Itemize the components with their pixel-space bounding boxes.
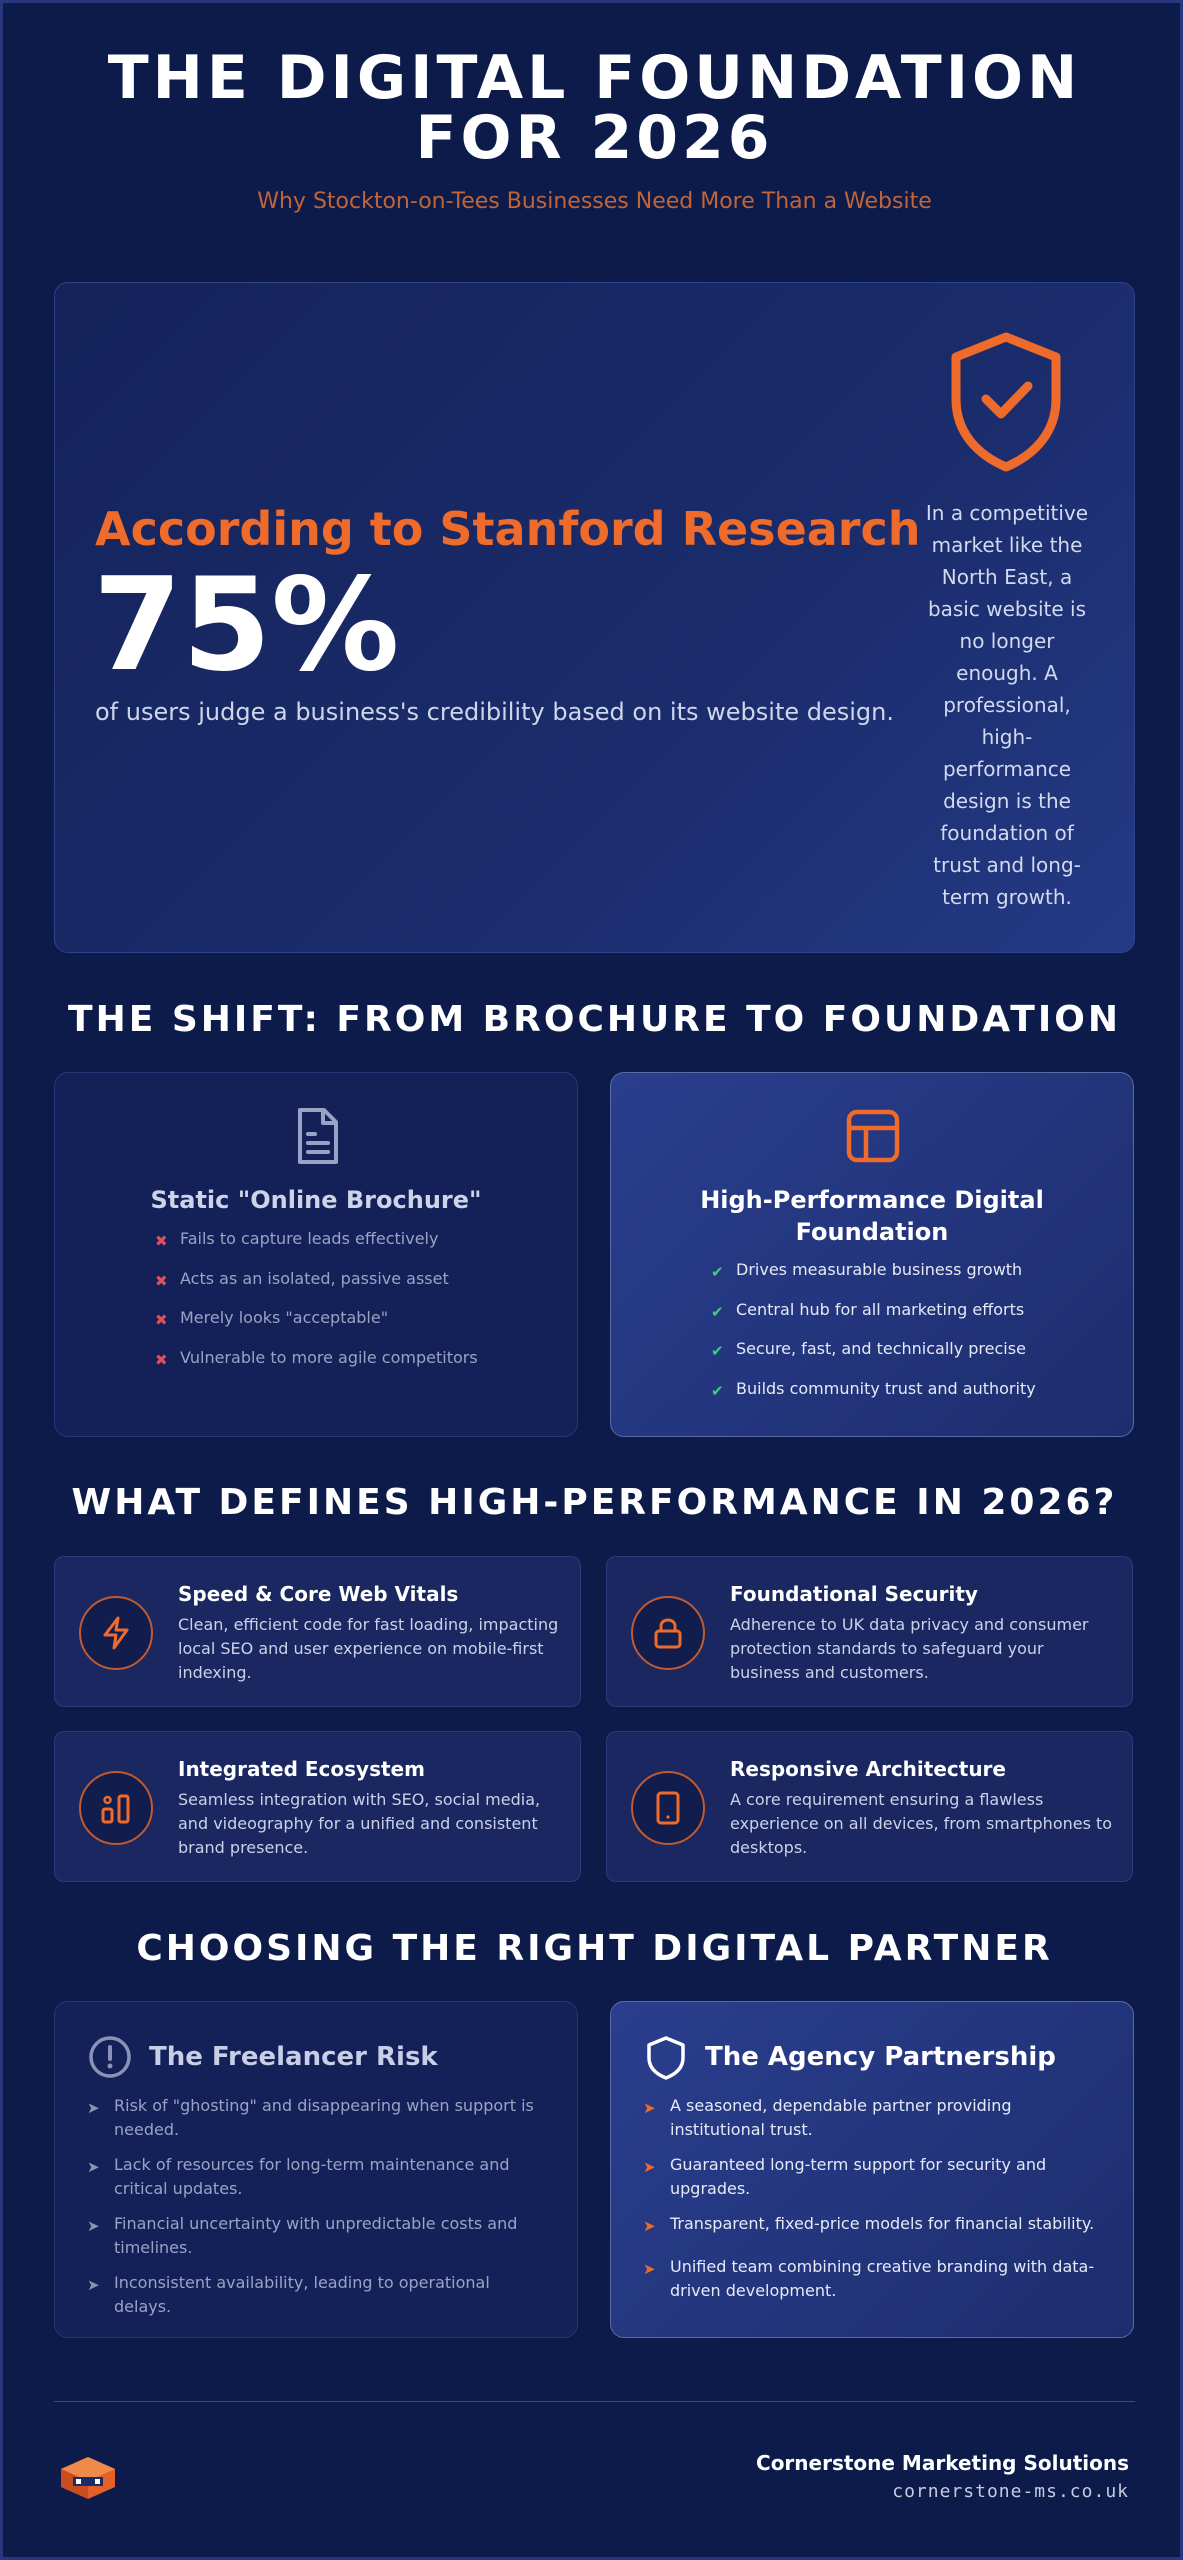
footer-company-name: Cornerstone Marketing Solutions xyxy=(756,2451,1129,2475)
features-section-title: WHAT DEFINES HIGH-PERFORMANCE IN 2026? xyxy=(71,1482,1118,1523)
list-item: ✖ Acts as an isolated, passive asset xyxy=(155,1268,449,1290)
cross-icon: ✖ xyxy=(155,1271,168,1290)
agency-title: The Agency Partnership xyxy=(705,2042,1056,2072)
list-item: ✖ Merely looks "acceptable" xyxy=(155,1308,389,1329)
footer-divider xyxy=(54,2401,1135,2402)
list-item: ✔ Builds community trust and authority xyxy=(711,1378,1036,1400)
brochure-list xyxy=(155,1229,478,1387)
footer-url[interactable]: cornerstone-ms.co.uk xyxy=(892,2481,1129,2502)
list-item: ➤ Risk of "ghosting" and disappearing when support is needed. xyxy=(87,2094,547,2153)
page-title-line2: FOR 2026 xyxy=(415,103,774,173)
feature-title: Speed & Core Web Vitals xyxy=(178,1582,459,1606)
check-icon: ✔ xyxy=(711,1342,724,1360)
cross-icon: ✖ xyxy=(155,1350,168,1369)
list-item: ➤ Guaranteed long-term support for security and upgrades. xyxy=(643,2153,1103,2212)
stanford-stat-card xyxy=(54,282,1135,953)
brochure-title: Static "Online Brochure" xyxy=(150,1186,482,1214)
cube-logo-icon xyxy=(57,2455,119,2501)
feature-icon-circle xyxy=(631,1771,705,1845)
feature-title: Integrated Ecosystem xyxy=(178,1757,425,1781)
list-item: ➤ Lack of resources for long-term maintenance and critical updates. xyxy=(87,2153,547,2212)
brochure-card xyxy=(54,1072,578,1437)
arrow-icon: ➤ xyxy=(643,2217,656,2235)
shift-section-title: THE SHIFT: FROM BROCHURE TO FOUNDATION xyxy=(68,999,1121,1040)
arrow-icon: ➤ xyxy=(643,2099,656,2117)
freelancer-title: The Freelancer Risk xyxy=(149,2042,438,2072)
list-item: ✖ Vulnerable to more agile competitors xyxy=(155,1347,478,1369)
feature-responsive xyxy=(606,1731,1133,1882)
stat-side-text: In a competitive market like the North East, a basic website is no longer enough. A professional, high-performance design is the foundation of trust and long-term growth. xyxy=(925,501,1089,909)
feature-title: Foundational Security xyxy=(730,1582,978,1606)
list-item: ✖ Fails to capture leads effectively xyxy=(155,1229,439,1250)
foundation-list xyxy=(711,1260,1036,1418)
list-item: ➤ Inconsistent availability, leading to operational delays. xyxy=(87,2273,490,2316)
feature-desc: Adherence to UK data privacy and consumer protection standards to safeguard your business and customers. xyxy=(730,1615,1089,1682)
list-item: ➤ A seasoned, dependable partner providing institutional trust. xyxy=(643,2094,1103,2153)
list-item: ✔ Central hub for all marketing efforts xyxy=(711,1299,1025,1321)
page-title xyxy=(3,43,1183,173)
freelancer-card xyxy=(54,2001,578,2338)
feature-security xyxy=(606,1556,1133,1707)
layout-icon xyxy=(846,1106,900,1166)
list-item: ➤ Transparent, fixed-price models for financial stability. xyxy=(643,2212,1103,2255)
feature-icon-circle xyxy=(631,1596,705,1670)
check-icon: ✔ xyxy=(711,1381,724,1400)
feature-speed xyxy=(54,1556,581,1707)
lightning-icon xyxy=(98,1615,134,1651)
document-icon xyxy=(290,1106,344,1166)
list-item: ➤ Unified team combining creative branding with data-driven development. xyxy=(643,2255,1103,2303)
arrow-icon: ➤ xyxy=(643,2158,656,2176)
arrow-icon: ➤ xyxy=(643,2260,656,2278)
partner-section-title: CHOOSING THE RIGHT DIGITAL PARTNER xyxy=(136,1928,1053,1969)
freelancer-list xyxy=(87,2094,547,2316)
alert-circle-icon xyxy=(87,2034,133,2080)
arrow-icon: ➤ xyxy=(87,2217,100,2235)
check-icon: ✔ xyxy=(711,1302,724,1321)
feature-icon-circle xyxy=(79,1596,153,1670)
shield-check-icon xyxy=(944,329,1068,475)
agency-card xyxy=(610,2001,1134,2338)
shield-icon xyxy=(643,2034,689,2080)
cross-icon: ✖ xyxy=(155,1232,168,1250)
list-item: ➤ Financial uncertainty with unpredictable costs and timelines. xyxy=(87,2212,547,2271)
cross-icon: ✖ xyxy=(155,1311,168,1329)
feature-ecosystem xyxy=(54,1731,581,1882)
list-item: ✔ Secure, fast, and technically precise xyxy=(711,1339,1026,1360)
stat-heading: According to Stanford Research xyxy=(95,502,921,556)
chart-icon xyxy=(98,1790,134,1826)
feature-desc: Clean, efficient code for fast loading, impacting local SEO and user experience on mobile-first indexing. xyxy=(178,1615,559,1682)
feature-icon-circle xyxy=(79,1771,153,1845)
page-subtitle: Why Stockton-on-Tees Businesses Need More Than a Website xyxy=(257,189,932,214)
foundation-card xyxy=(610,1072,1134,1437)
foundation-title: High-Performance Digital Foundation xyxy=(700,1186,1044,1246)
page-title-line1: THE DIGITAL FOUNDATION xyxy=(107,43,1082,113)
arrow-icon: ➤ xyxy=(87,2276,100,2294)
feature-desc: A core requirement ensuring a flawless experience on all devices, from smartphones to desktops. xyxy=(730,1790,1113,1857)
tablet-icon xyxy=(650,1790,686,1826)
lock-icon xyxy=(650,1615,686,1651)
stat-caption: of users judge a business's credibility based on its website design. xyxy=(95,698,894,726)
check-icon: ✔ xyxy=(711,1263,724,1281)
list-item: ✔ Drives measurable business growth xyxy=(711,1260,1023,1281)
arrow-icon: ➤ xyxy=(87,2158,100,2176)
agency-list xyxy=(643,2094,1103,2303)
arrow-icon: ➤ xyxy=(87,2099,100,2117)
stat-value: 75% xyxy=(93,551,400,700)
feature-title: Responsive Architecture xyxy=(730,1757,1006,1781)
feature-desc: Seamless integration with SEO, social media, and videography for a unified and consistent brand presence. xyxy=(178,1790,541,1857)
